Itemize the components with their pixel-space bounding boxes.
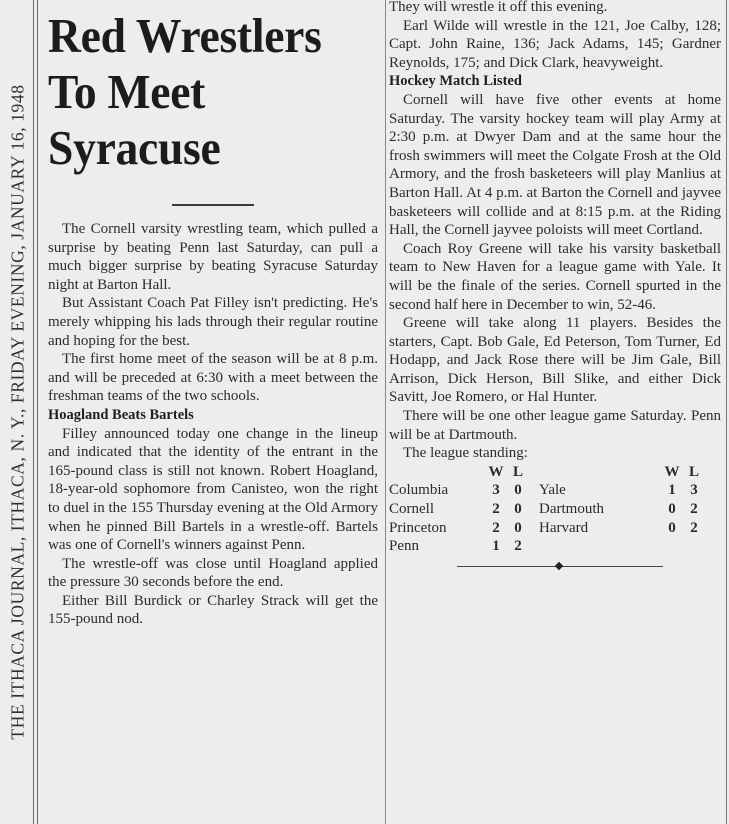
wins: [661, 537, 683, 556]
table-row: [389, 537, 705, 556]
losses: 3: [690, 482, 698, 499]
article-end-rule: [457, 566, 663, 567]
losses: 2: [514, 538, 522, 555]
paragraph: The league standing:: [403, 445, 528, 462]
subhead: Hockey Match Listed: [389, 73, 522, 90]
paragraph: Greene will take along 11 players. Besides the starters, Capt. Bob Gale, Ed Peterson, Tom Turner, Ed Hodapp, and Jack Rose there will be Jim Gale, Bill Arrison, Dick Herson, Bill Slike, and either Dick Savitt, Joe Romero, or Hal Hunter.: [389, 315, 721, 406]
team-name: Columbia: [389, 482, 449, 499]
table-row: [389, 500, 705, 519]
column-rule: [726, 0, 727, 824]
team-name: Princeton: [389, 519, 447, 536]
losses: 2: [690, 501, 698, 518]
article-body-right: [389, 0, 721, 463]
team-name: Cornell: [389, 501, 434, 518]
losses: 0: [514, 519, 522, 536]
paragraph: There will be one other league game Saturday. Penn will be at Dartmouth.: [389, 408, 721, 443]
column-header-wins: W: [488, 463, 504, 480]
headline-line: Red Wrestlers: [48, 8, 322, 63]
article-body-left: [48, 220, 378, 629]
wins: 0: [668, 519, 676, 536]
table-header-row: [389, 463, 705, 482]
losses: 0: [514, 482, 522, 499]
paragraph-continuation: They will wrestle it off this evening.: [389, 0, 608, 15]
team-name: Dartmouth: [539, 501, 604, 518]
right-column: [389, 0, 721, 567]
column-header-losses: L: [512, 463, 523, 480]
left-column: [48, 0, 378, 629]
paragraph: Coach Roy Greene will take his varsity basketball team to New Haven for a league game with Yale. It will be the finale of the series. Cornell spurted in the second half here in December to win, 52-46.: [389, 240, 721, 313]
paragraph: Either Bill Burdick or Charley Strack will get the 155-pound nod.: [48, 592, 378, 628]
paragraph: The wrestle-off was close until Hoagland applied the pressure 30 seconds before the end.: [48, 555, 378, 591]
wins: 3: [492, 482, 500, 499]
team-name: Yale: [539, 482, 566, 499]
paragraph: Filley announced today one change in the lineup and indicated that the identity of the entrant in the 165-pound class is still not known. Robert Hoagland, 18-year-old sophomore from Canisteo, won the right to duel in the 155 Thursday evening at the Old Armory when he pinned Bill Bartels in a wrestle-off. Bartels was one of Cornell's winners against Penn.: [48, 425, 378, 554]
wins: 2: [492, 519, 500, 536]
table-row: [389, 481, 705, 500]
wins: 1: [492, 538, 500, 555]
team-name: Penn: [389, 538, 419, 555]
margin-rule: [37, 0, 38, 824]
paragraph: But Assistant Coach Pat Filley isn't predicting. He's merely whipping his lads through their regular routine and hoping for the best.: [48, 295, 378, 349]
losses: [683, 537, 705, 556]
losses: 0: [514, 501, 522, 518]
page-margin: [0, 0, 36, 824]
margin-rule: [33, 0, 34, 824]
wins: 0: [668, 501, 676, 518]
column-header-wins: W: [664, 463, 680, 480]
paragraph: Cornell will have five other events at home Saturday. The varsity hockey team will play Army at 2:30 p.m. at Dwyer Dam and at the same hour the frosh swimmers will meet the Colgate Frosh at the Old Armory, and the frosh basketeers will play Manlius at Barton Hall. At 4 p.m. at Barton the Cornell and jayvee basketeers will collide and at 8:15 p.m. at the Riding Hall, the Cornell jayvee poloists will meet Cortland.: [389, 91, 722, 239]
column-rule: [385, 0, 386, 824]
headline: [48, 8, 355, 176]
headline-divider: [172, 204, 254, 206]
diamond-ornament-icon: [555, 562, 563, 570]
losses: 2: [690, 519, 698, 536]
paragraph: The Cornell varsity wrestling team, which pulled a surprise by beating Penn last Saturday, can pull a much bigger surprise by beating Syracuse Saturday night at Barton Hall.: [48, 221, 378, 293]
paragraph: Earl Wilde will wrestle in the 121, Joe Calby, 128; Capt. John Raine, 136; Jack Adams, 145; Gardner Reynolds, 175; and Dick Clark, heavyweight.: [389, 17, 721, 71]
masthead-dateline: THE ITHACA JOURNAL, ITHACA, N. Y., FRIDAY EVENING, JANUARY 16, 1948: [7, 84, 28, 740]
headline-line: Syracuse: [48, 120, 221, 175]
wins: 1: [668, 482, 676, 499]
table-row: [389, 519, 705, 538]
subhead: Hoagland Beats Bartels: [48, 406, 194, 423]
team-name: [529, 537, 661, 556]
wins: 2: [492, 501, 500, 518]
paragraph: The first home meet of the season will be at 8 p.m. and will be preceded at 6:30 with a meet between the freshman teams of the two schools.: [48, 351, 378, 405]
headline-line: To Meet: [48, 64, 206, 119]
team-name: Harvard: [539, 519, 589, 536]
column-header-losses: L: [688, 463, 699, 480]
league-standings-table: [389, 463, 705, 556]
